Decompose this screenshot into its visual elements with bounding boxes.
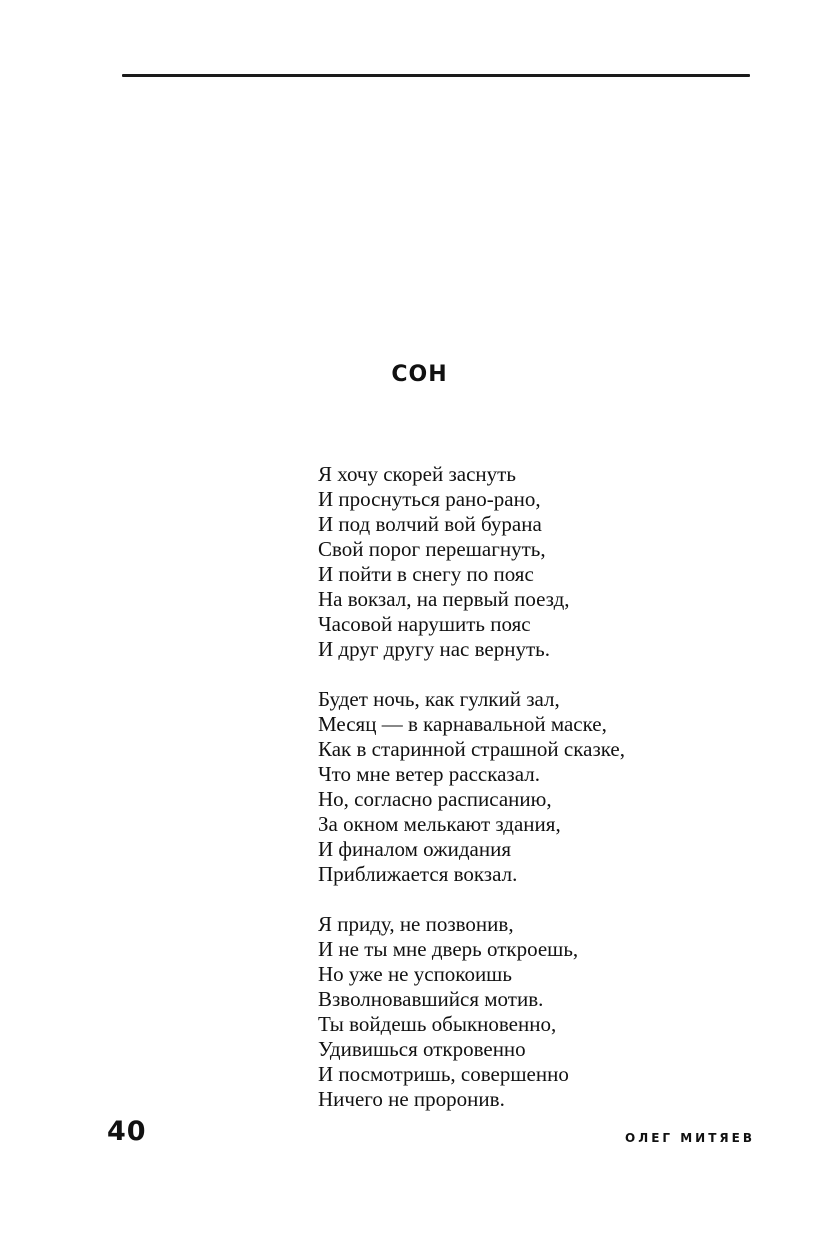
- stanza: [318, 462, 625, 662]
- poem-line: На вокзал, на первый поезд,: [318, 587, 570, 611]
- page-number: 40: [107, 1116, 147, 1147]
- poem-line: Месяц — в карнавальной маске,: [318, 712, 607, 736]
- poem-line: Но уже не успокоишь: [318, 962, 512, 986]
- poem-line: Как в старинной страшной сказке,: [318, 737, 625, 761]
- poem-line: Я хочу скорей заснуть: [318, 462, 516, 486]
- poem-line: За окном мелькают здания,: [318, 812, 561, 836]
- top-rule: [122, 74, 750, 77]
- poem-line: Будет ночь, как гулкий зал,: [318, 687, 560, 711]
- author-name: ОЛЕГ МИТЯЕВ: [625, 1131, 755, 1145]
- stanza: [318, 687, 625, 887]
- poem-line: Но, согласно расписанию,: [318, 787, 552, 811]
- poem-line: Свой порог перешагнуть,: [318, 537, 546, 561]
- poem-line: Я приду, не позвонив,: [318, 912, 514, 936]
- stanza: [318, 912, 625, 1112]
- poem-body: [318, 462, 625, 1137]
- poem-line: Удивишься откровенно: [318, 1037, 526, 1061]
- poem-line: Взволновавшийся мотив.: [318, 987, 544, 1011]
- poem-line: И проснуться рано-рано,: [318, 487, 541, 511]
- poem-line: Часовой нарушить пояс: [318, 612, 531, 636]
- poem-line: Ничего не проронив.: [318, 1087, 505, 1111]
- poem-line: Приближается вокзал.: [318, 862, 518, 886]
- poem-line: И пойти в снегу по пояс: [318, 562, 534, 586]
- poem-title: СОН: [391, 362, 448, 387]
- poem-line: И посмотришь, совершенно: [318, 1062, 569, 1086]
- poem-line: Ты войдешь обыкновенно,: [318, 1012, 557, 1036]
- poem-line: И друг другу нас вернуть.: [318, 637, 550, 661]
- poem-line: Что мне ветер рассказал.: [318, 762, 540, 786]
- poem-line: И финалом ожидания: [318, 837, 511, 861]
- poem-line: И под волчий вой бурана: [318, 512, 542, 536]
- poem-line: И не ты мне дверь откроешь,: [318, 937, 579, 961]
